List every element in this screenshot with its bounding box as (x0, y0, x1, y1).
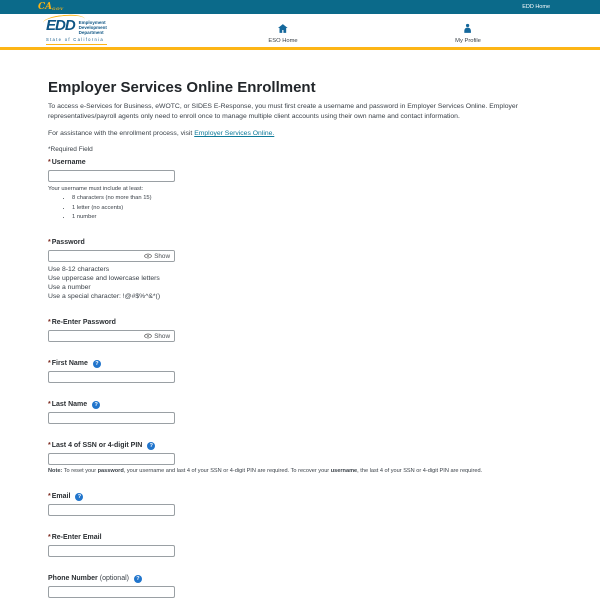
email-group (48, 493, 552, 516)
reenter-password-input[interactable] (49, 331, 140, 341)
password-input-wrapper (48, 250, 175, 262)
required-asterisk: * (48, 493, 51, 500)
phone-input[interactable] (48, 586, 175, 598)
password-hints: Use 8-12 characters Use uppercase and lowercase letters Use a number Use a special character: !@#$%^&*() (48, 266, 161, 300)
required-asterisk: * (48, 401, 51, 408)
required-field-note: *Required Field (48, 146, 93, 153)
assistance-text: For assistance with the enrollment process, visit Employer Services Online. (48, 130, 275, 137)
nav-eso-home[interactable] (268, 23, 297, 44)
help-icon[interactable]: ? (75, 493, 83, 501)
utility-bar (0, 0, 600, 14)
eye-icon (144, 253, 152, 259)
required-asterisk: * (48, 319, 51, 326)
first-name-label: * First Name ? (48, 360, 552, 368)
help-icon[interactable]: ? (147, 442, 155, 450)
last-name-input[interactable] (48, 412, 175, 424)
required-asterisk: * (48, 442, 51, 449)
profile-icon (463, 23, 474, 34)
username-group (48, 159, 552, 221)
password-label: * Password (48, 239, 85, 246)
ssn-pin-group (48, 442, 552, 475)
edd-logo[interactable] (46, 19, 107, 45)
employer-services-online-link[interactable]: Employer Services Online. (194, 130, 275, 137)
username-hint-title: Your username must include at least: (48, 186, 144, 192)
username-label: * Username (48, 159, 86, 166)
password-input[interactable] (49, 251, 140, 261)
first-name-group (48, 360, 552, 383)
required-asterisk: * (48, 360, 51, 367)
required-asterisk: * (48, 534, 51, 541)
ca-gov-logo-sub: GOV (52, 6, 64, 11)
edd-logo-abbr: EDD (46, 17, 75, 34)
edd-logo-tagline: State of California (46, 37, 107, 45)
page-title: Employer Services Online Enrollment (48, 79, 316, 96)
help-icon[interactable]: ? (134, 575, 142, 583)
phone-optional-label: (optional) (99, 575, 129, 582)
nav-my-profile-label: My Profile (455, 38, 481, 44)
eye-icon (144, 333, 152, 339)
phone-label: Phone Number (optional) ? (48, 575, 552, 583)
username-input[interactable] (48, 170, 175, 182)
nav-my-profile[interactable] (455, 23, 481, 44)
ssn-pin-input[interactable] (48, 453, 175, 465)
help-icon[interactable]: ? (93, 360, 101, 368)
help-icon[interactable]: ? (92, 401, 100, 409)
password-show-button[interactable]: Show (140, 251, 174, 261)
nav-eso-home-label: ESO Home (268, 38, 298, 44)
page-header (0, 0, 600, 50)
required-asterisk: * (48, 239, 51, 246)
first-name-input[interactable] (48, 371, 175, 383)
password-group (48, 239, 552, 301)
ca-gov-logo[interactable] (38, 1, 64, 15)
edd-home-link[interactable]: EDD Home (522, 4, 550, 10)
email-label: * Email ? (48, 493, 552, 501)
reenter-password-show-button[interactable]: Show (140, 331, 174, 341)
reenter-password-group (48, 319, 552, 342)
username-hint-item: • 8 characters (no more than 15) (72, 195, 552, 202)
last-name-label: * Last Name ? (48, 401, 552, 409)
ssn-pin-label: * Last 4 of SSN or 4-digit PIN ? (48, 442, 552, 450)
username-hint-item: • 1 letter (no accents) (72, 205, 552, 212)
phone-group (48, 575, 552, 598)
ssn-pin-note: Note: To reset your password, your username and last 4 of your SSN or 4-digit PIN are required. To recover your username, the last 4 of your SSN or 4-digit PIN are required. (48, 468, 483, 474)
ca-gov-logo-main: CA (38, 2, 53, 12)
edd-logo-text: Employment Development Department (78, 20, 107, 35)
reenter-password-label: * Re-Enter Password (48, 319, 116, 326)
home-icon (277, 23, 288, 34)
navbar (0, 14, 600, 50)
main-content (0, 50, 600, 598)
reenter-email-group (48, 534, 552, 557)
username-hint-list (72, 195, 552, 221)
email-input[interactable] (48, 504, 175, 516)
reenter-password-input-wrapper (48, 330, 175, 342)
intro-text: To access e-Services for Business, eWOTC, or SIDES E-Response, you must first create a username and password in Employer Services Online. Employer representatives/payroll agents only need to enroll once to manage multiple client accounts using their own name and contact information. (48, 103, 518, 120)
reenter-email-input[interactable] (48, 545, 175, 557)
last-name-group (48, 401, 552, 424)
reenter-email-label: * Re-Enter Email (48, 534, 102, 541)
username-hint-item: • 1 number (72, 214, 552, 221)
required-asterisk: * (48, 159, 51, 166)
